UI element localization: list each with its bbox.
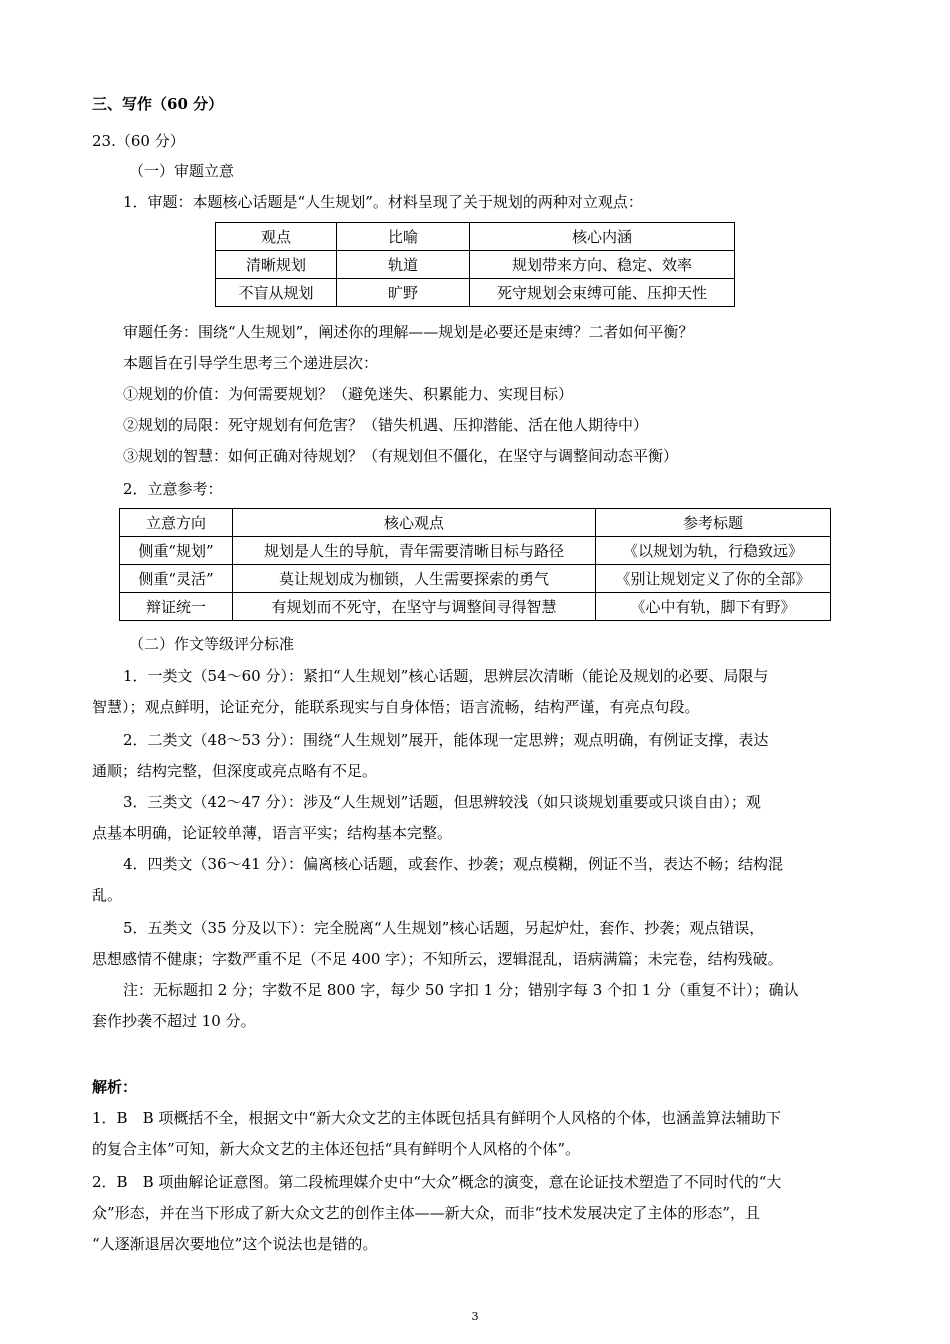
analysis-heading: 解析： xyxy=(92,1078,138,1096)
table-row xyxy=(216,251,735,279)
section-heading: 三、写作（60 分） xyxy=(92,95,224,113)
table-cell: 清晰规划 xyxy=(216,251,337,279)
grading-line: 智慧）；观点鲜明，论证充分，能联系现实与自身体悟；语言流畅，结构严谨，有亮点句段。 xyxy=(92,698,700,716)
grading-line: 4．四类文（36～41 分）：偏离核心话题，或套作、抄袭；观点模糊，例证不当，表达不畅；结构混 xyxy=(123,855,783,873)
analysis-line: “人逐渐退居次要地位”这个说法也是错的。 xyxy=(92,1235,378,1253)
table-header-cell: 比喻 xyxy=(337,223,470,251)
table-cell: 侧重“灵活” xyxy=(120,565,233,593)
table-cell: 有规划而不死守，在坚守与调整间寻得智慧 xyxy=(233,593,596,621)
lizhi-heading: 2．立意参考： xyxy=(123,480,223,498)
question-number: 23.（60 分） xyxy=(92,132,185,150)
table-row xyxy=(120,593,831,621)
table-cell: 轨道 xyxy=(337,251,470,279)
table-cell: 莫让规划成为枷锁，人生需要探索的勇气 xyxy=(233,565,596,593)
part1-heading: （一）审题立意 xyxy=(129,162,235,180)
grading-note: 注：无标题扣 2 分；字数不足 800 字，每少 50 字扣 1 分；错别字每 3 个扣 1 分（重复不计）；确认 xyxy=(123,981,799,999)
table-header-cell: 立意方向 xyxy=(120,509,233,537)
analysis-line: 1．B B 项概括不全，根据文中“新大众文艺的主体既包括具有鲜明个人风格的个体，也涵盖算法辅助下 xyxy=(92,1109,782,1127)
grading-line: 乱。 xyxy=(92,886,123,904)
analysis-line: 众”形态，并在当下形成了新大众文艺的创作主体——新大众，而非“技术发展决定了主体的形态”，且 xyxy=(92,1204,761,1222)
grading-line: 思想感情不健康；字数严重不足（不足 400 字）；不知所云，逻辑混乱，语病满篇；未完卷，结构残破。 xyxy=(92,950,783,968)
review-intro: 1．审题：本题核心话题是“人生规划”。材料呈现了关于规划的两种对立观点： xyxy=(123,193,643,211)
table-header-cell: 观点 xyxy=(216,223,337,251)
table-cell: 辩证统一 xyxy=(120,593,233,621)
level-item: ①规划的价值：为何需要规划？（避免迷失、积累能力、实现目标） xyxy=(123,385,574,403)
table-cell: 侧重“规划” xyxy=(120,537,233,565)
table-cell: 死守规划会束缚可能、压抑天性 xyxy=(470,279,735,307)
metaphor-table xyxy=(215,222,735,307)
part2-heading: （二）作文等级评分标准 xyxy=(129,635,295,653)
table-cell: 《以规划为轨，行稳致远》 xyxy=(596,537,831,565)
table-cell: 旷野 xyxy=(337,279,470,307)
grading-note: 套作抄袭不超过 10 分。 xyxy=(92,1012,256,1030)
grading-line: 5．五类文（35 分及以下）：完全脱离“人生规划”核心话题，另起炉灶，套作、抄袭；观点错误， xyxy=(123,919,765,937)
table-cell: 不盲从规划 xyxy=(216,279,337,307)
page-number: 3 xyxy=(471,1310,479,1323)
level-item: ③规划的智慧：如何正确对待规划？（有规划但不僵化，在坚守与调整间动态平衡） xyxy=(123,447,679,465)
grading-line: 通顺；结构完整，但深度或亮点略有不足。 xyxy=(92,762,378,780)
theme-reference-table xyxy=(119,508,831,621)
table-row xyxy=(120,537,831,565)
table-cell: 规划带来方向、稳定、效率 xyxy=(470,251,735,279)
table-header-row xyxy=(120,509,831,537)
analysis-line: 的复合主体”可知，新大众文艺的主体还包括“具有鲜明个人风格的个体”。 xyxy=(92,1140,581,1158)
table-header-cell: 参考标题 xyxy=(596,509,831,537)
grading-line: 2．二类文（48～53 分）：围绕“人生规划”展开，能体现一定思辨；观点明确，有例证支撑，表达 xyxy=(123,731,769,749)
level-item: ②规划的局限：死守规划有何危害？（错失机遇、压抑潜能、活在他人期待中） xyxy=(123,416,649,434)
table-header-row xyxy=(216,223,735,251)
grading-line: 点基本明确，论证较单薄，语言平实；结构基本完整。 xyxy=(92,824,453,842)
table-header-cell: 核心内涵 xyxy=(470,223,735,251)
grading-line: 3．三类文（42～47 分）：涉及“人生规划”话题，但思辨较浅（如只谈规划重要或只谈自由）；观 xyxy=(123,793,761,811)
table-row xyxy=(120,565,831,593)
task-line: 审题任务：围绕“人生规划”，阐述你的理解——规划是必要还是束缚？二者如何平衡？ xyxy=(123,323,694,341)
table-cell: 《心中有轨，脚下有野》 xyxy=(596,593,831,621)
grading-line: 1．一类文（54～60 分）：紧扣“人生规划”核心话题，思辨层次清晰（能论及规划的必要、局限与 xyxy=(123,667,769,685)
table-cell: 《别让规划定义了你的全部》 xyxy=(596,565,831,593)
levels-intro: 本题旨在引导学生思考三个递进层次： xyxy=(123,354,379,372)
table-row xyxy=(216,279,735,307)
table-header-cell: 核心观点 xyxy=(233,509,596,537)
table-cell: 规划是人生的导航，青年需要清晰目标与路径 xyxy=(233,537,596,565)
analysis-line: 2．B B 项曲解论证意图。第二段梳理媒介史中“大众”概念的演变，意在论证技术塑造了不同时代的“大 xyxy=(92,1173,782,1191)
